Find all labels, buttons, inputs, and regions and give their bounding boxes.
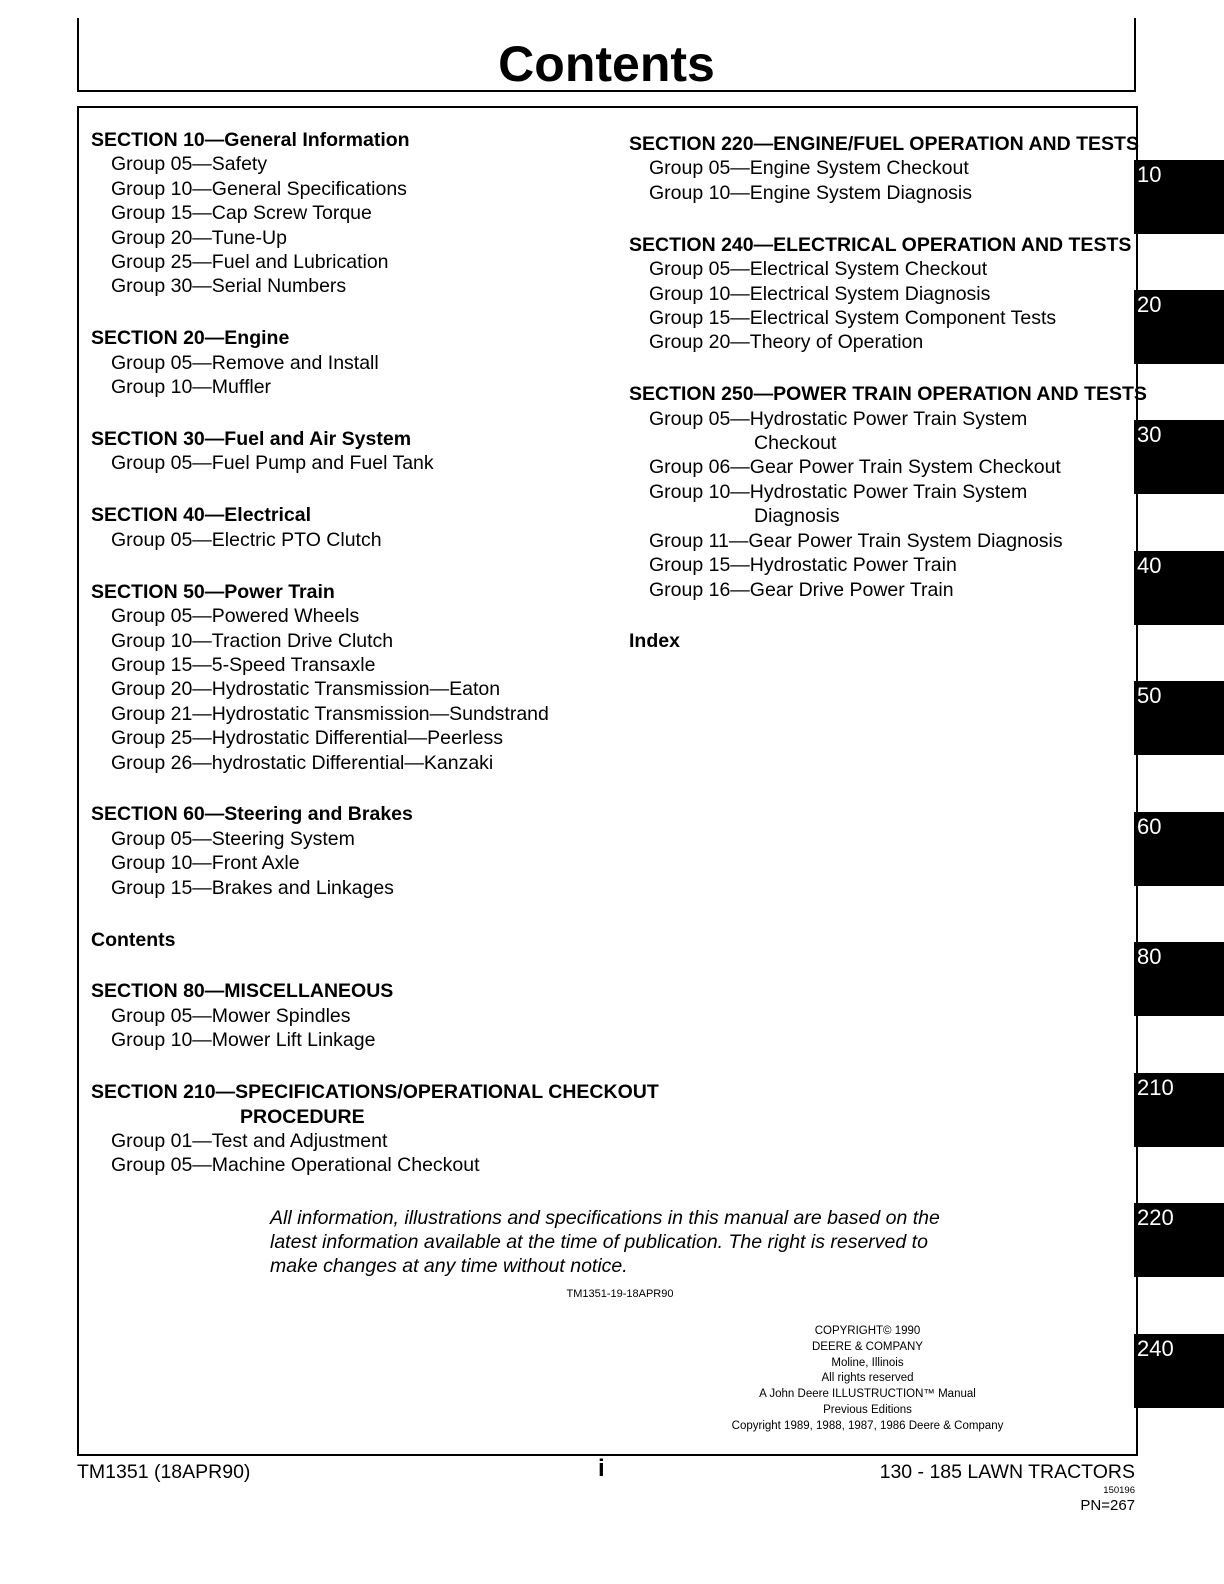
group-entry[interactable]: Group 15—5-Speed Transaxle xyxy=(111,653,376,676)
copyright-line: Copyright 1989, 1988, 1987, 1986 Deere & Company xyxy=(731,1419,1004,1432)
section-heading[interactable]: SECTION 240—ELECTRICAL OPERATION AND TESTS xyxy=(629,233,1132,256)
section-heading[interactable]: SECTION 50—Power Train xyxy=(91,580,335,603)
group-entry[interactable]: Group 30—Serial Numbers xyxy=(111,275,347,298)
notice-code: TM1351-19-18APR90 xyxy=(566,1288,674,1300)
group-entry[interactable]: Group 10—Hydrostatic Power Train System Diagnosis xyxy=(649,480,1028,528)
group-entry[interactable]: Group 15—Hydrostatic Power Train xyxy=(649,554,957,577)
section-heading[interactable]: SECTION 30—Fuel and Air System xyxy=(91,428,412,451)
section-tab-10[interactable]: 10 xyxy=(1134,160,1224,234)
group-entry[interactable]: Group 01—Test and Adjustment xyxy=(111,1130,388,1152)
copyright-line: DEERE & COMPANY xyxy=(812,1340,923,1353)
group-entry[interactable]: Group 16—Gear Drive Power Train xyxy=(649,578,954,601)
section-tab-220[interactable]: 220 xyxy=(1134,1203,1224,1277)
group-entry[interactable]: Group 10—General Specifications xyxy=(111,177,407,200)
group-entry[interactable]: Group 20—Tune-Up xyxy=(111,226,287,249)
section-heading[interactable]: SECTION 60—Steering and Brakes xyxy=(91,803,413,826)
footer-pn: PN=267 xyxy=(1080,1497,1135,1514)
section-tab-20[interactable]: 20 xyxy=(1134,290,1224,364)
group-entry[interactable]: Group 25—Hydrostatic Differential—Peerless xyxy=(111,727,503,750)
section-tab-30[interactable]: 30 xyxy=(1134,420,1224,494)
group-entry[interactable]: Group 05—Powered Wheels xyxy=(111,605,360,628)
group-entry[interactable]: Group 15—Brakes and Linkages xyxy=(111,876,394,899)
title-underline xyxy=(77,90,1136,92)
group-entry[interactable]: Group 10—Muffler xyxy=(111,376,272,399)
footer-code: 150196 xyxy=(1103,1485,1135,1496)
group-entry[interactable]: Group 10—Front Axle xyxy=(111,852,300,875)
group-entry[interactable]: Group 05—Machine Operational Checkout xyxy=(111,1154,480,1177)
group-entry[interactable]: Group 06—Gear Power Train System Checkout xyxy=(649,456,1061,479)
group-entry[interactable]: Group 20—Theory of Operation xyxy=(649,331,924,354)
copyright-line: COPYRIGHT© 1990 xyxy=(814,1325,921,1337)
copyright-line: All rights reserved xyxy=(821,1372,914,1385)
section-tab-210[interactable]: 210 xyxy=(1134,1073,1224,1147)
section-heading[interactable]: SECTION 10—General Information xyxy=(91,129,410,151)
group-entry[interactable]: Group 10—Traction Drive Clutch xyxy=(111,629,394,652)
section-tab-60[interactable]: 60 xyxy=(1134,812,1224,886)
group-entry[interactable]: Group 05—Mower Spindles xyxy=(111,1004,351,1027)
footer-product-title: 130 - 185 LAWN TRACTORS xyxy=(879,1461,1135,1483)
copyright-line: Previous Editions xyxy=(823,1403,912,1416)
section-tab-50[interactable]: 50 xyxy=(1134,681,1224,755)
group-entry[interactable]: Group 05—Safety xyxy=(111,153,268,176)
group-entry[interactable]: Group 05—Hydrostatic Power Train System Checkout xyxy=(649,407,1028,455)
section-heading[interactable]: Contents xyxy=(91,928,176,951)
copyright-line: A John Deere ILLUSTRUCTION™ Manual xyxy=(759,1388,976,1401)
copyright-block xyxy=(700,1324,1035,1435)
group-entry[interactable]: Group 15—Electrical System Component Tests xyxy=(649,306,1057,329)
section-heading[interactable]: SECTION 250—POWER TRAIN OPERATION AND TESTS xyxy=(629,383,1147,406)
group-entry[interactable]: Group 15—Cap Screw Torque xyxy=(111,202,372,225)
section-heading[interactable]: SECTION 80—MISCELLANEOUS xyxy=(91,980,394,1003)
group-entry[interactable]: Group 10—Electrical System Diagnosis xyxy=(649,282,991,305)
group-entry[interactable]: Group 25—Fuel and Lubrication xyxy=(111,251,389,274)
footer-page-number: i xyxy=(598,1455,605,1482)
group-entry[interactable]: Group 20—Hydrostatic Transmission—Eaton xyxy=(111,678,501,701)
group-entry[interactable]: Group 05—Electrical System Checkout xyxy=(649,258,988,281)
section-heading[interactable]: Index xyxy=(629,630,680,653)
section-heading[interactable]: SECTION 220—ENGINE/FUEL OPERATION AND TESTS xyxy=(629,133,1139,155)
group-entry[interactable]: Group 21—Hydrostatic Transmission—Sundstrand xyxy=(111,702,549,725)
section-tab-80[interactable]: 80 xyxy=(1134,942,1224,1016)
group-entry[interactable]: Group 05—Fuel Pump and Fuel Tank xyxy=(111,452,434,475)
toc-right-column xyxy=(629,132,1147,654)
group-entry[interactable]: Group 05—Engine System Checkout xyxy=(649,157,969,180)
group-entry[interactable]: Group 05—Electric PTO Clutch xyxy=(111,528,382,551)
section-heading[interactable]: SECTION 40—Electrical xyxy=(91,504,312,527)
section-heading[interactable]: SECTION 20—Engine xyxy=(91,327,290,350)
group-entry[interactable]: Group 11—Gear Power Train System Diagnosis xyxy=(649,529,1063,552)
group-entry[interactable]: Group 05—Remove and Install xyxy=(111,351,379,374)
section-tab-240[interactable]: 240 xyxy=(1134,1334,1224,1408)
disclaimer-notice: All information, illustrations and specifications in this manual are based on the latest information available at the time of publication. The right is reserved to make changes at any time without notice. xyxy=(270,1207,940,1277)
section-heading[interactable]: SECTION 210—SPECIFICATIONS/OPERATIONAL CHECKOUT PROCEDURE xyxy=(91,1081,659,1128)
section-tab-40[interactable]: 40 xyxy=(1134,551,1224,625)
group-entry[interactable]: Group 10—Engine System Diagnosis xyxy=(649,181,972,204)
page-title: Contents xyxy=(498,36,715,92)
footer-manual-id: TM1351 (18APR90) xyxy=(77,1461,251,1483)
group-entry[interactable]: Group 05—Steering System xyxy=(111,827,355,850)
group-entry[interactable]: Group 10—Mower Lift Linkage xyxy=(111,1029,376,1052)
copyright-line: Moline, Illinois xyxy=(831,1356,904,1369)
group-entry[interactable]: Group 26—hydrostatic Differential—Kanzaki xyxy=(111,751,494,774)
